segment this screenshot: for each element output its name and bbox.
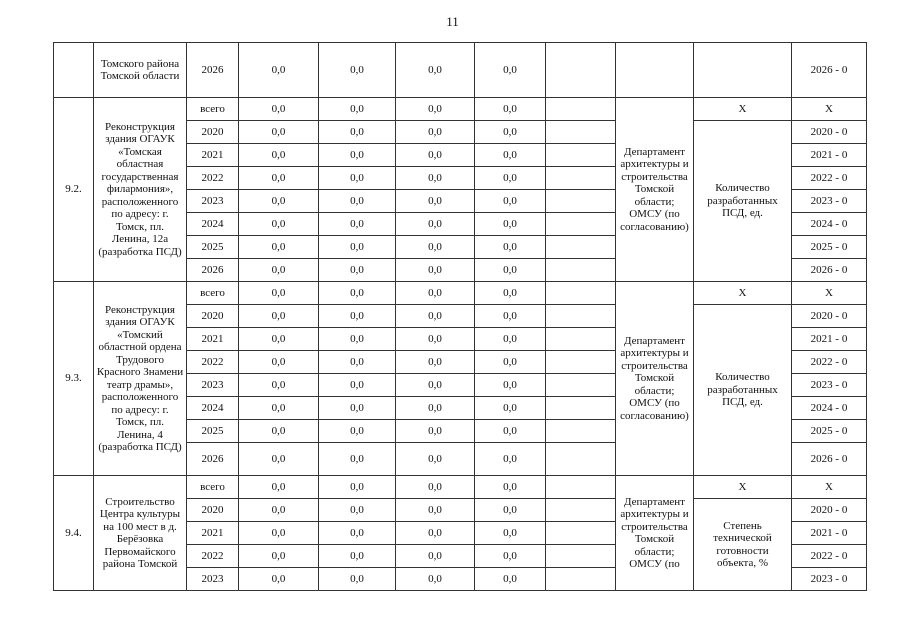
indicator-cell [694, 43, 792, 98]
indicator-total-cell: X [694, 98, 792, 121]
year-cell: 2023 [187, 374, 239, 397]
amount-cell: 0,0 [396, 121, 475, 144]
empty-cell [546, 305, 616, 328]
amount-cell: 0,0 [319, 43, 396, 98]
amount-cell: 0,0 [319, 397, 396, 420]
amount-cell: 0,0 [319, 236, 396, 259]
indicator-cell: Количество разработанных ПСД, ед. [694, 121, 792, 282]
year-cell: 2020 [187, 499, 239, 522]
amount-cell: 0,0 [239, 213, 319, 236]
amount-cell: 0,0 [396, 144, 475, 167]
amount-cell: 0,0 [396, 351, 475, 374]
amount-cell: 0,0 [239, 545, 319, 568]
empty-cell [546, 121, 616, 144]
amount-cell: 0,0 [475, 282, 546, 305]
indicator-cell: Степень технической готовности объекта, % [694, 499, 792, 591]
empty-cell [546, 522, 616, 545]
indicator-value-cell: 2023 - 0 [792, 568, 867, 591]
amount-cell: 0,0 [475, 328, 546, 351]
table-row [54, 98, 867, 121]
amount-cell: 0,0 [319, 213, 396, 236]
amount-cell: 0,0 [396, 167, 475, 190]
indicator-value-cell: X [792, 98, 867, 121]
empty-cell [546, 98, 616, 121]
amount-cell: 0,0 [396, 259, 475, 282]
amount-cell: 0,0 [239, 282, 319, 305]
indicator-value-cell: X [792, 282, 867, 305]
department-cell: Департамент архитектуры и строительства Томской области; ОМСУ (по согласованию) [616, 282, 694, 476]
year-cell: 2022 [187, 351, 239, 374]
amount-cell: 0,0 [475, 144, 546, 167]
year-cell: 2026 [187, 259, 239, 282]
section-title-cell: Реконструкция здания ОГАУК «Томский областной ордена Трудового Красного Знамени театр драмы», расположенного по адресу: г. Томск, пл. Ленина, 4 (разработка ПСД) [94, 282, 187, 476]
amount-cell: 0,0 [396, 443, 475, 476]
amount-cell: 0,0 [319, 328, 396, 351]
amount-cell: 0,0 [396, 213, 475, 236]
empty-cell [546, 545, 616, 568]
empty-cell [546, 43, 616, 98]
empty-cell [546, 568, 616, 591]
empty-cell [546, 282, 616, 305]
year-cell: 2023 [187, 568, 239, 591]
amount-cell: 0,0 [475, 420, 546, 443]
amount-cell: 0,0 [475, 98, 546, 121]
table-row [54, 43, 867, 98]
indicator-value-cell: 2026 - 0 [792, 43, 867, 98]
amount-cell: 0,0 [396, 397, 475, 420]
indicator-value-cell: 2023 - 0 [792, 374, 867, 397]
indicator-value-cell: 2023 - 0 [792, 190, 867, 213]
empty-cell [546, 351, 616, 374]
amount-cell: 0,0 [396, 190, 475, 213]
amount-cell: 0,0 [239, 328, 319, 351]
section-number-cell: 9.3. [54, 282, 94, 476]
amount-cell: 0,0 [396, 98, 475, 121]
amount-cell: 0,0 [239, 568, 319, 591]
amount-cell: 0,0 [396, 476, 475, 499]
indicator-value-cell: 2022 - 0 [792, 167, 867, 190]
empty-cell [546, 236, 616, 259]
indicator-value-cell: 2022 - 0 [792, 351, 867, 374]
department-cell: Департамент архитектуры и строительства Томской области; ОМСУ (по [616, 476, 694, 591]
amount-cell: 0,0 [475, 213, 546, 236]
amount-cell: 0,0 [319, 167, 396, 190]
indicator-total-cell: X [694, 282, 792, 305]
indicator-value-cell: X [792, 476, 867, 499]
indicator-value-cell: 2025 - 0 [792, 420, 867, 443]
indicator-cell: Количество разработанных ПСД, ед. [694, 305, 792, 476]
amount-cell: 0,0 [319, 305, 396, 328]
section-number-cell: 9.2. [54, 98, 94, 282]
amount-cell: 0,0 [319, 545, 396, 568]
amount-cell: 0,0 [239, 98, 319, 121]
table-body [54, 43, 867, 591]
indicator-value-cell: 2020 - 0 [792, 305, 867, 328]
indicator-value-cell: 2024 - 0 [792, 397, 867, 420]
empty-cell [546, 190, 616, 213]
section-title-cell: Томского района Томской области [94, 43, 187, 98]
amount-cell: 0,0 [475, 522, 546, 545]
amount-cell: 0,0 [319, 374, 396, 397]
amount-cell: 0,0 [239, 144, 319, 167]
amount-cell: 0,0 [239, 43, 319, 98]
year-cell: 2025 [187, 420, 239, 443]
amount-cell: 0,0 [239, 259, 319, 282]
year-cell: 2021 [187, 328, 239, 351]
amount-cell: 0,0 [319, 144, 396, 167]
empty-cell [546, 420, 616, 443]
amount-cell: 0,0 [319, 190, 396, 213]
amount-cell: 0,0 [396, 374, 475, 397]
section-number-cell: 9.4. [54, 476, 94, 591]
year-cell: 2021 [187, 144, 239, 167]
empty-cell [546, 259, 616, 282]
indicator-value-cell: 2020 - 0 [792, 499, 867, 522]
year-cell: 2022 [187, 545, 239, 568]
year-cell: 2020 [187, 121, 239, 144]
table-row [54, 476, 867, 499]
amount-cell: 0,0 [319, 282, 396, 305]
year-cell: 2026 [187, 443, 239, 476]
year-cell: 2026 [187, 43, 239, 98]
year-cell: 2024 [187, 213, 239, 236]
amount-cell: 0,0 [396, 420, 475, 443]
amount-cell: 0,0 [239, 190, 319, 213]
amount-cell: 0,0 [475, 568, 546, 591]
empty-cell [546, 167, 616, 190]
amount-cell: 0,0 [319, 98, 396, 121]
year-cell: 2022 [187, 167, 239, 190]
amount-cell: 0,0 [239, 522, 319, 545]
amount-cell: 0,0 [396, 43, 475, 98]
indicator-value-cell: 2020 - 0 [792, 121, 867, 144]
amount-cell: 0,0 [396, 499, 475, 522]
amount-cell: 0,0 [475, 443, 546, 476]
year-cell: 2023 [187, 190, 239, 213]
amount-cell: 0,0 [239, 499, 319, 522]
section-title-cell: Реконструкция здания ОГАУК «Томская областная государственная филармония», расположенного по адресу: г. Томск, пл. Ленина, 12а (разработка ПСД) [94, 98, 187, 282]
amount-cell: 0,0 [396, 545, 475, 568]
amount-cell: 0,0 [319, 499, 396, 522]
program-table [53, 42, 867, 591]
amount-cell: 0,0 [319, 420, 396, 443]
amount-cell: 0,0 [319, 351, 396, 374]
indicator-total-cell: X [694, 476, 792, 499]
indicator-value-cell: 2024 - 0 [792, 213, 867, 236]
amount-cell: 0,0 [239, 476, 319, 499]
amount-cell: 0,0 [475, 259, 546, 282]
empty-cell [546, 499, 616, 522]
empty-cell [546, 144, 616, 167]
amount-cell: 0,0 [319, 121, 396, 144]
year-cell: 2024 [187, 397, 239, 420]
indicator-value-cell: 2026 - 0 [792, 443, 867, 476]
amount-cell: 0,0 [239, 167, 319, 190]
amount-cell: 0,0 [239, 443, 319, 476]
amount-cell: 0,0 [239, 236, 319, 259]
indicator-value-cell: 2022 - 0 [792, 545, 867, 568]
amount-cell: 0,0 [319, 522, 396, 545]
amount-cell: 0,0 [475, 121, 546, 144]
indicator-value-cell: 2021 - 0 [792, 522, 867, 545]
amount-cell: 0,0 [396, 522, 475, 545]
amount-cell: 0,0 [475, 305, 546, 328]
amount-cell: 0,0 [475, 374, 546, 397]
year-cell: всего [187, 98, 239, 121]
year-cell: 2020 [187, 305, 239, 328]
amount-cell: 0,0 [239, 374, 319, 397]
amount-cell: 0,0 [396, 282, 475, 305]
year-cell: всего [187, 476, 239, 499]
department-cell: Департамент архитектуры и строительства Томской области; ОМСУ (по согласованию) [616, 98, 694, 282]
indicator-value-cell: 2025 - 0 [792, 236, 867, 259]
amount-cell: 0,0 [239, 351, 319, 374]
indicator-value-cell: 2021 - 0 [792, 328, 867, 351]
indicator-value-cell: 2021 - 0 [792, 144, 867, 167]
indicator-value-cell: 2026 - 0 [792, 259, 867, 282]
empty-cell [546, 213, 616, 236]
amount-cell: 0,0 [319, 443, 396, 476]
amount-cell: 0,0 [475, 545, 546, 568]
section-title-cell: Строительство Центра культуры на 100 мест в д. Берёзовка Первомайского района Томской [94, 476, 187, 591]
amount-cell: 0,0 [239, 121, 319, 144]
amount-cell: 0,0 [239, 397, 319, 420]
year-cell: всего [187, 282, 239, 305]
amount-cell: 0,0 [396, 568, 475, 591]
empty-cell [546, 374, 616, 397]
amount-cell: 0,0 [475, 499, 546, 522]
section-number-cell [54, 43, 94, 98]
amount-cell: 0,0 [475, 43, 546, 98]
amount-cell: 0,0 [475, 190, 546, 213]
amount-cell: 0,0 [475, 351, 546, 374]
empty-cell [546, 443, 616, 476]
amount-cell: 0,0 [475, 236, 546, 259]
amount-cell: 0,0 [475, 397, 546, 420]
amount-cell: 0,0 [319, 568, 396, 591]
amount-cell: 0,0 [239, 305, 319, 328]
amount-cell: 0,0 [396, 305, 475, 328]
year-cell: 2021 [187, 522, 239, 545]
amount-cell: 0,0 [239, 420, 319, 443]
amount-cell: 0,0 [475, 167, 546, 190]
amount-cell: 0,0 [396, 236, 475, 259]
empty-cell [546, 328, 616, 351]
year-cell: 2025 [187, 236, 239, 259]
empty-cell [546, 476, 616, 499]
amount-cell: 0,0 [319, 259, 396, 282]
page-number: 11 [446, 14, 459, 29]
empty-cell [546, 397, 616, 420]
amount-cell: 0,0 [319, 476, 396, 499]
table-row [54, 282, 867, 305]
department-cell [616, 43, 694, 98]
amount-cell: 0,0 [396, 328, 475, 351]
amount-cell: 0,0 [475, 476, 546, 499]
